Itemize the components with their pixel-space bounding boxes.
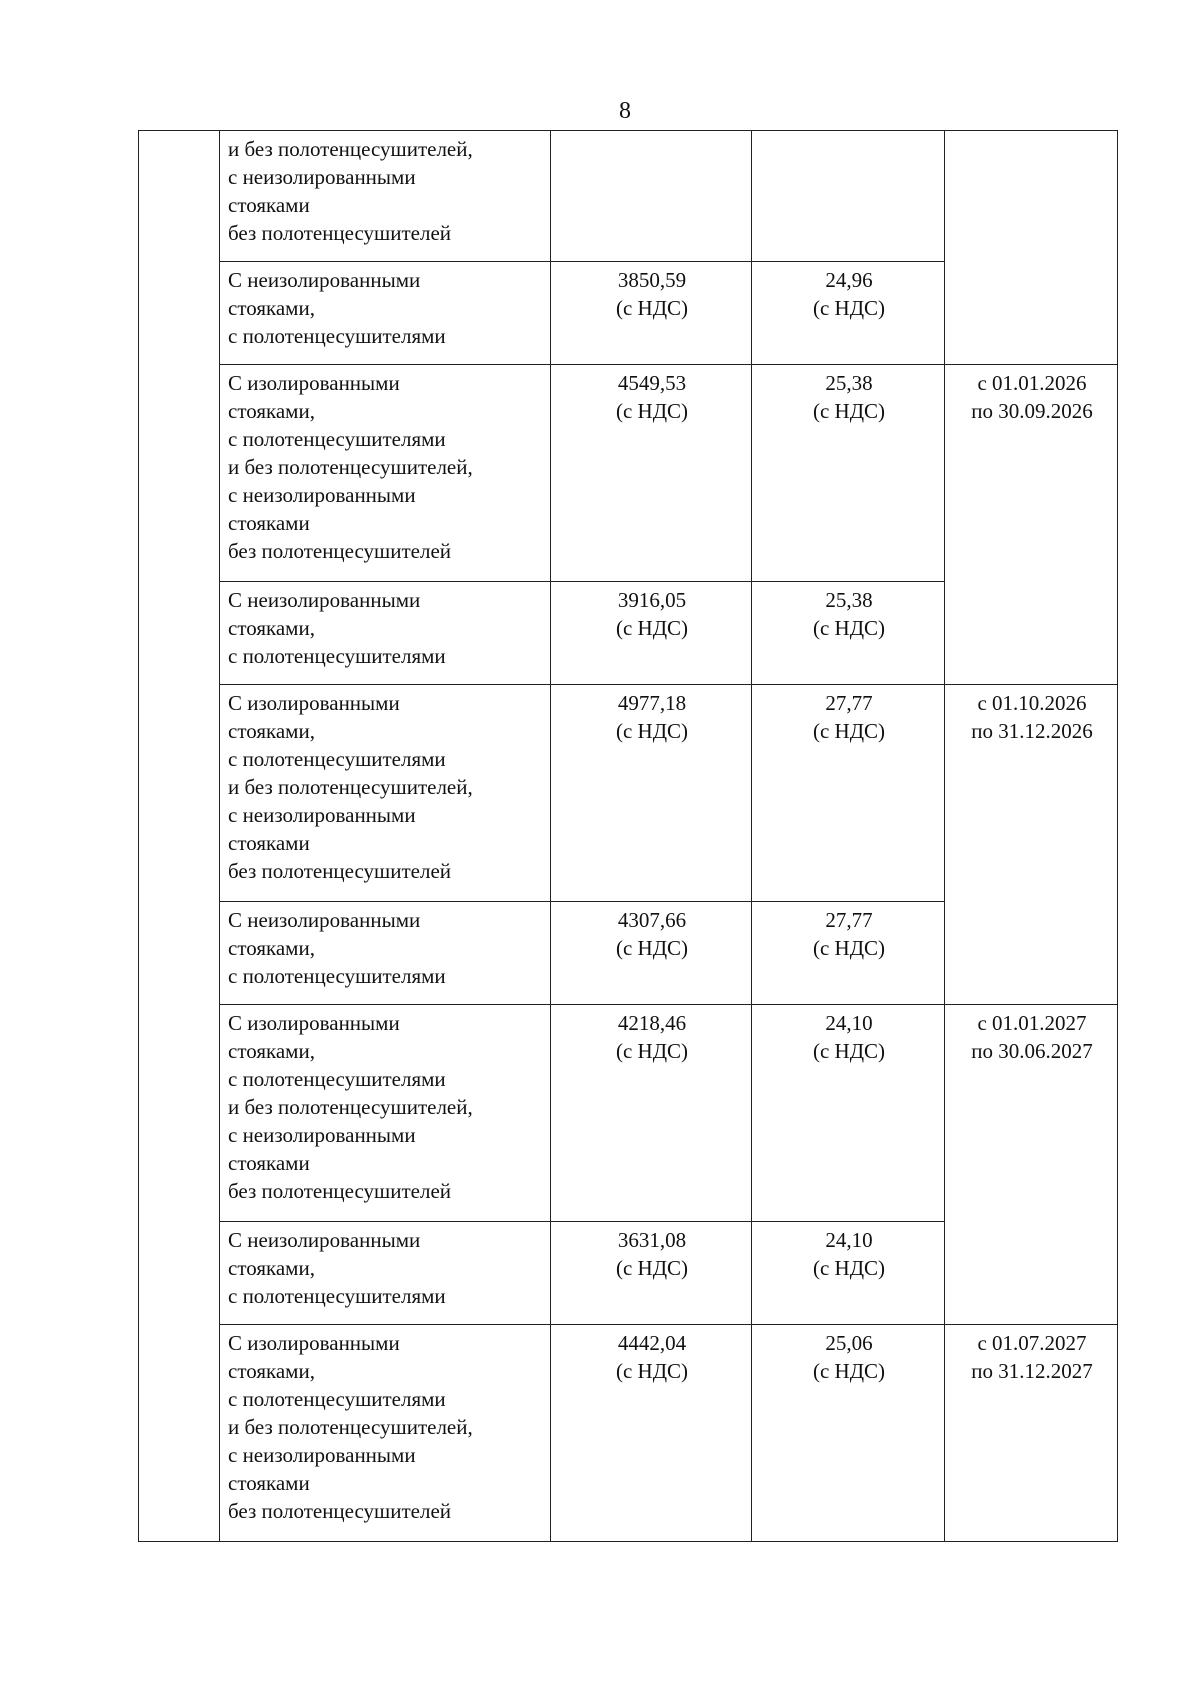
row-number-cell xyxy=(139,131,220,1542)
price-line: (с НДС) xyxy=(615,1039,689,1063)
description-line: с полотенцесушителями xyxy=(228,1067,446,1091)
norm-line: (с НДС) xyxy=(812,1039,886,1063)
norm-cell xyxy=(752,1005,945,1222)
period-line: по 31.12.2027 xyxy=(971,1359,1093,1383)
description-line: с полотенцесушителями xyxy=(228,1284,446,1308)
price-cell xyxy=(551,685,752,902)
price-line: 4549,53 xyxy=(617,371,687,395)
description-cell xyxy=(220,131,551,262)
period-cell xyxy=(945,685,1118,1005)
price-line: (с НДС) xyxy=(615,936,689,960)
norm-cell xyxy=(752,902,945,1005)
norm-line: (с НДС) xyxy=(812,719,886,743)
description-line: и без полотенцесушителей, xyxy=(228,455,473,479)
norm-line: 25,38 xyxy=(825,371,873,395)
norm-cell xyxy=(752,131,945,262)
description-line: и без полотенцесушителей, xyxy=(228,1415,473,1439)
period-line: по 30.06.2027 xyxy=(971,1039,1093,1063)
norm-cell xyxy=(752,1325,945,1542)
description-line: с неизолированными xyxy=(228,483,416,507)
norm-line: (с НДС) xyxy=(812,616,886,640)
description-line: стояками, xyxy=(228,719,315,743)
norm-line: (с НДС) xyxy=(812,936,886,960)
description-cell xyxy=(220,685,551,902)
price-cell xyxy=(551,1005,752,1222)
description-line: без полотенцесушителей xyxy=(228,1499,452,1523)
description-line: стояками xyxy=(228,511,310,535)
description-cell xyxy=(220,902,551,1005)
price-cell xyxy=(551,902,752,1005)
description-line: стояками, xyxy=(228,936,315,960)
description-line: С неизолированными xyxy=(228,908,421,932)
description-line: С изолированными xyxy=(228,1011,400,1035)
period-line: с 01.01.2027 xyxy=(977,1011,1087,1035)
description-line: С неизолированными xyxy=(228,588,421,612)
description-line: стояками, xyxy=(228,616,315,640)
table-row xyxy=(139,131,1118,262)
price-cell xyxy=(551,1325,752,1542)
description-line: стояками, xyxy=(228,1256,315,1280)
description-line: с неизолированными xyxy=(228,165,416,189)
description-cell xyxy=(220,1325,551,1542)
period-cell xyxy=(945,1325,1118,1542)
description-line: с полотенцесушителями xyxy=(228,427,446,451)
period-cell xyxy=(945,365,1118,685)
description-line: С неизолированными xyxy=(228,1228,421,1252)
description-line: стояками, xyxy=(228,296,315,320)
price-line: 4977,18 xyxy=(617,691,687,715)
price-line: 3916,05 xyxy=(617,588,687,612)
description-line: с полотенцесушителями xyxy=(228,644,446,668)
norm-cell xyxy=(752,582,945,685)
description-line: стояками, xyxy=(228,1359,315,1383)
description-line: С неизолированными xyxy=(228,268,421,292)
description-line: и без полотенцесушителей, xyxy=(228,1095,473,1119)
description-line: без полотенцесушителей xyxy=(228,1179,452,1203)
description-cell xyxy=(220,1222,551,1325)
description-cell xyxy=(220,262,551,365)
table-row xyxy=(139,685,1118,902)
price-line: (с НДС) xyxy=(615,399,689,423)
price-cell xyxy=(551,262,752,365)
description-line: С изолированными xyxy=(228,371,400,395)
period-line: по 30.09.2026 xyxy=(971,399,1093,423)
description-line: и без полотенцесушителей, xyxy=(228,137,473,161)
price-cell xyxy=(551,365,752,582)
description-line: без полотенцесушителей xyxy=(228,221,452,245)
period-line: с 01.07.2027 xyxy=(977,1331,1087,1355)
norm-line: 24,10 xyxy=(825,1228,873,1252)
norm-line: 24,10 xyxy=(825,1011,873,1035)
page-number: 8 xyxy=(619,98,631,124)
norm-line: (с НДС) xyxy=(812,296,886,320)
price-line: 4442,04 xyxy=(617,1331,687,1355)
description-line: и без полотенцесушителей, xyxy=(228,775,473,799)
description-line: с неизолированными xyxy=(228,1123,416,1147)
description-line: стояками xyxy=(228,1151,310,1175)
price-line: 3631,08 xyxy=(617,1228,687,1252)
norm-line: (с НДС) xyxy=(812,1256,886,1280)
norm-line: (с НДС) xyxy=(812,1359,886,1383)
description-line: с полотенцесушителями xyxy=(228,747,446,771)
period-line: с 01.01.2026 xyxy=(977,371,1087,395)
description-line: с неизолированными xyxy=(228,803,416,827)
description-line: с полотенцесушителями xyxy=(228,1387,446,1411)
description-line: стояками, xyxy=(228,399,315,423)
norm-line: 24,96 xyxy=(825,268,873,292)
period-cell xyxy=(945,1005,1118,1325)
table-row xyxy=(139,1325,1118,1542)
norm-cell xyxy=(752,1222,945,1325)
norm-cell xyxy=(752,262,945,365)
description-line: стояками xyxy=(228,831,310,855)
price-cell xyxy=(551,1222,752,1325)
norm-line: (с НДС) xyxy=(812,399,886,423)
price-cell xyxy=(551,131,752,262)
description-line: с полотенцесушителями xyxy=(228,324,446,348)
price-line: 4307,66 xyxy=(617,908,687,932)
price-line: (с НДС) xyxy=(615,1359,689,1383)
description-line: без полотенцесушителей xyxy=(228,859,452,883)
description-line: С изолированными xyxy=(228,1331,400,1355)
period-cell xyxy=(945,131,1118,365)
price-line: 3850,59 xyxy=(617,268,687,292)
norm-line: 27,77 xyxy=(825,908,873,932)
norm-cell xyxy=(752,685,945,902)
description-line: с полотенцесушителями xyxy=(228,964,446,988)
description-line: стояками xyxy=(228,1471,310,1495)
norm-line: 27,77 xyxy=(825,691,873,715)
norm-cell xyxy=(752,365,945,582)
norm-line: 25,38 xyxy=(825,588,873,612)
description-line: стояками xyxy=(228,193,310,217)
price-cell xyxy=(551,582,752,685)
description-line: с неизолированными xyxy=(228,1443,416,1467)
period-line: по 31.12.2026 xyxy=(971,719,1093,743)
description-cell xyxy=(220,365,551,582)
norm-line: 25,06 xyxy=(825,1331,873,1355)
table-row xyxy=(139,1005,1118,1222)
tariff-table-body xyxy=(139,131,1118,1542)
description-cell xyxy=(220,1005,551,1222)
description-line: стояками, xyxy=(228,1039,315,1063)
description-line: без полотенцесушителей xyxy=(228,539,452,563)
price-line: (с НДС) xyxy=(615,719,689,743)
period-line: с 01.10.2026 xyxy=(977,691,1087,715)
price-line: (с НДС) xyxy=(615,616,689,640)
tariff-table xyxy=(138,130,1118,1542)
table-row xyxy=(139,365,1118,582)
description-line: С изолированными xyxy=(228,691,400,715)
description-cell xyxy=(220,582,551,685)
price-line: (с НДС) xyxy=(615,1256,689,1280)
price-line: 4218,46 xyxy=(617,1011,687,1035)
price-line: (с НДС) xyxy=(615,296,689,320)
